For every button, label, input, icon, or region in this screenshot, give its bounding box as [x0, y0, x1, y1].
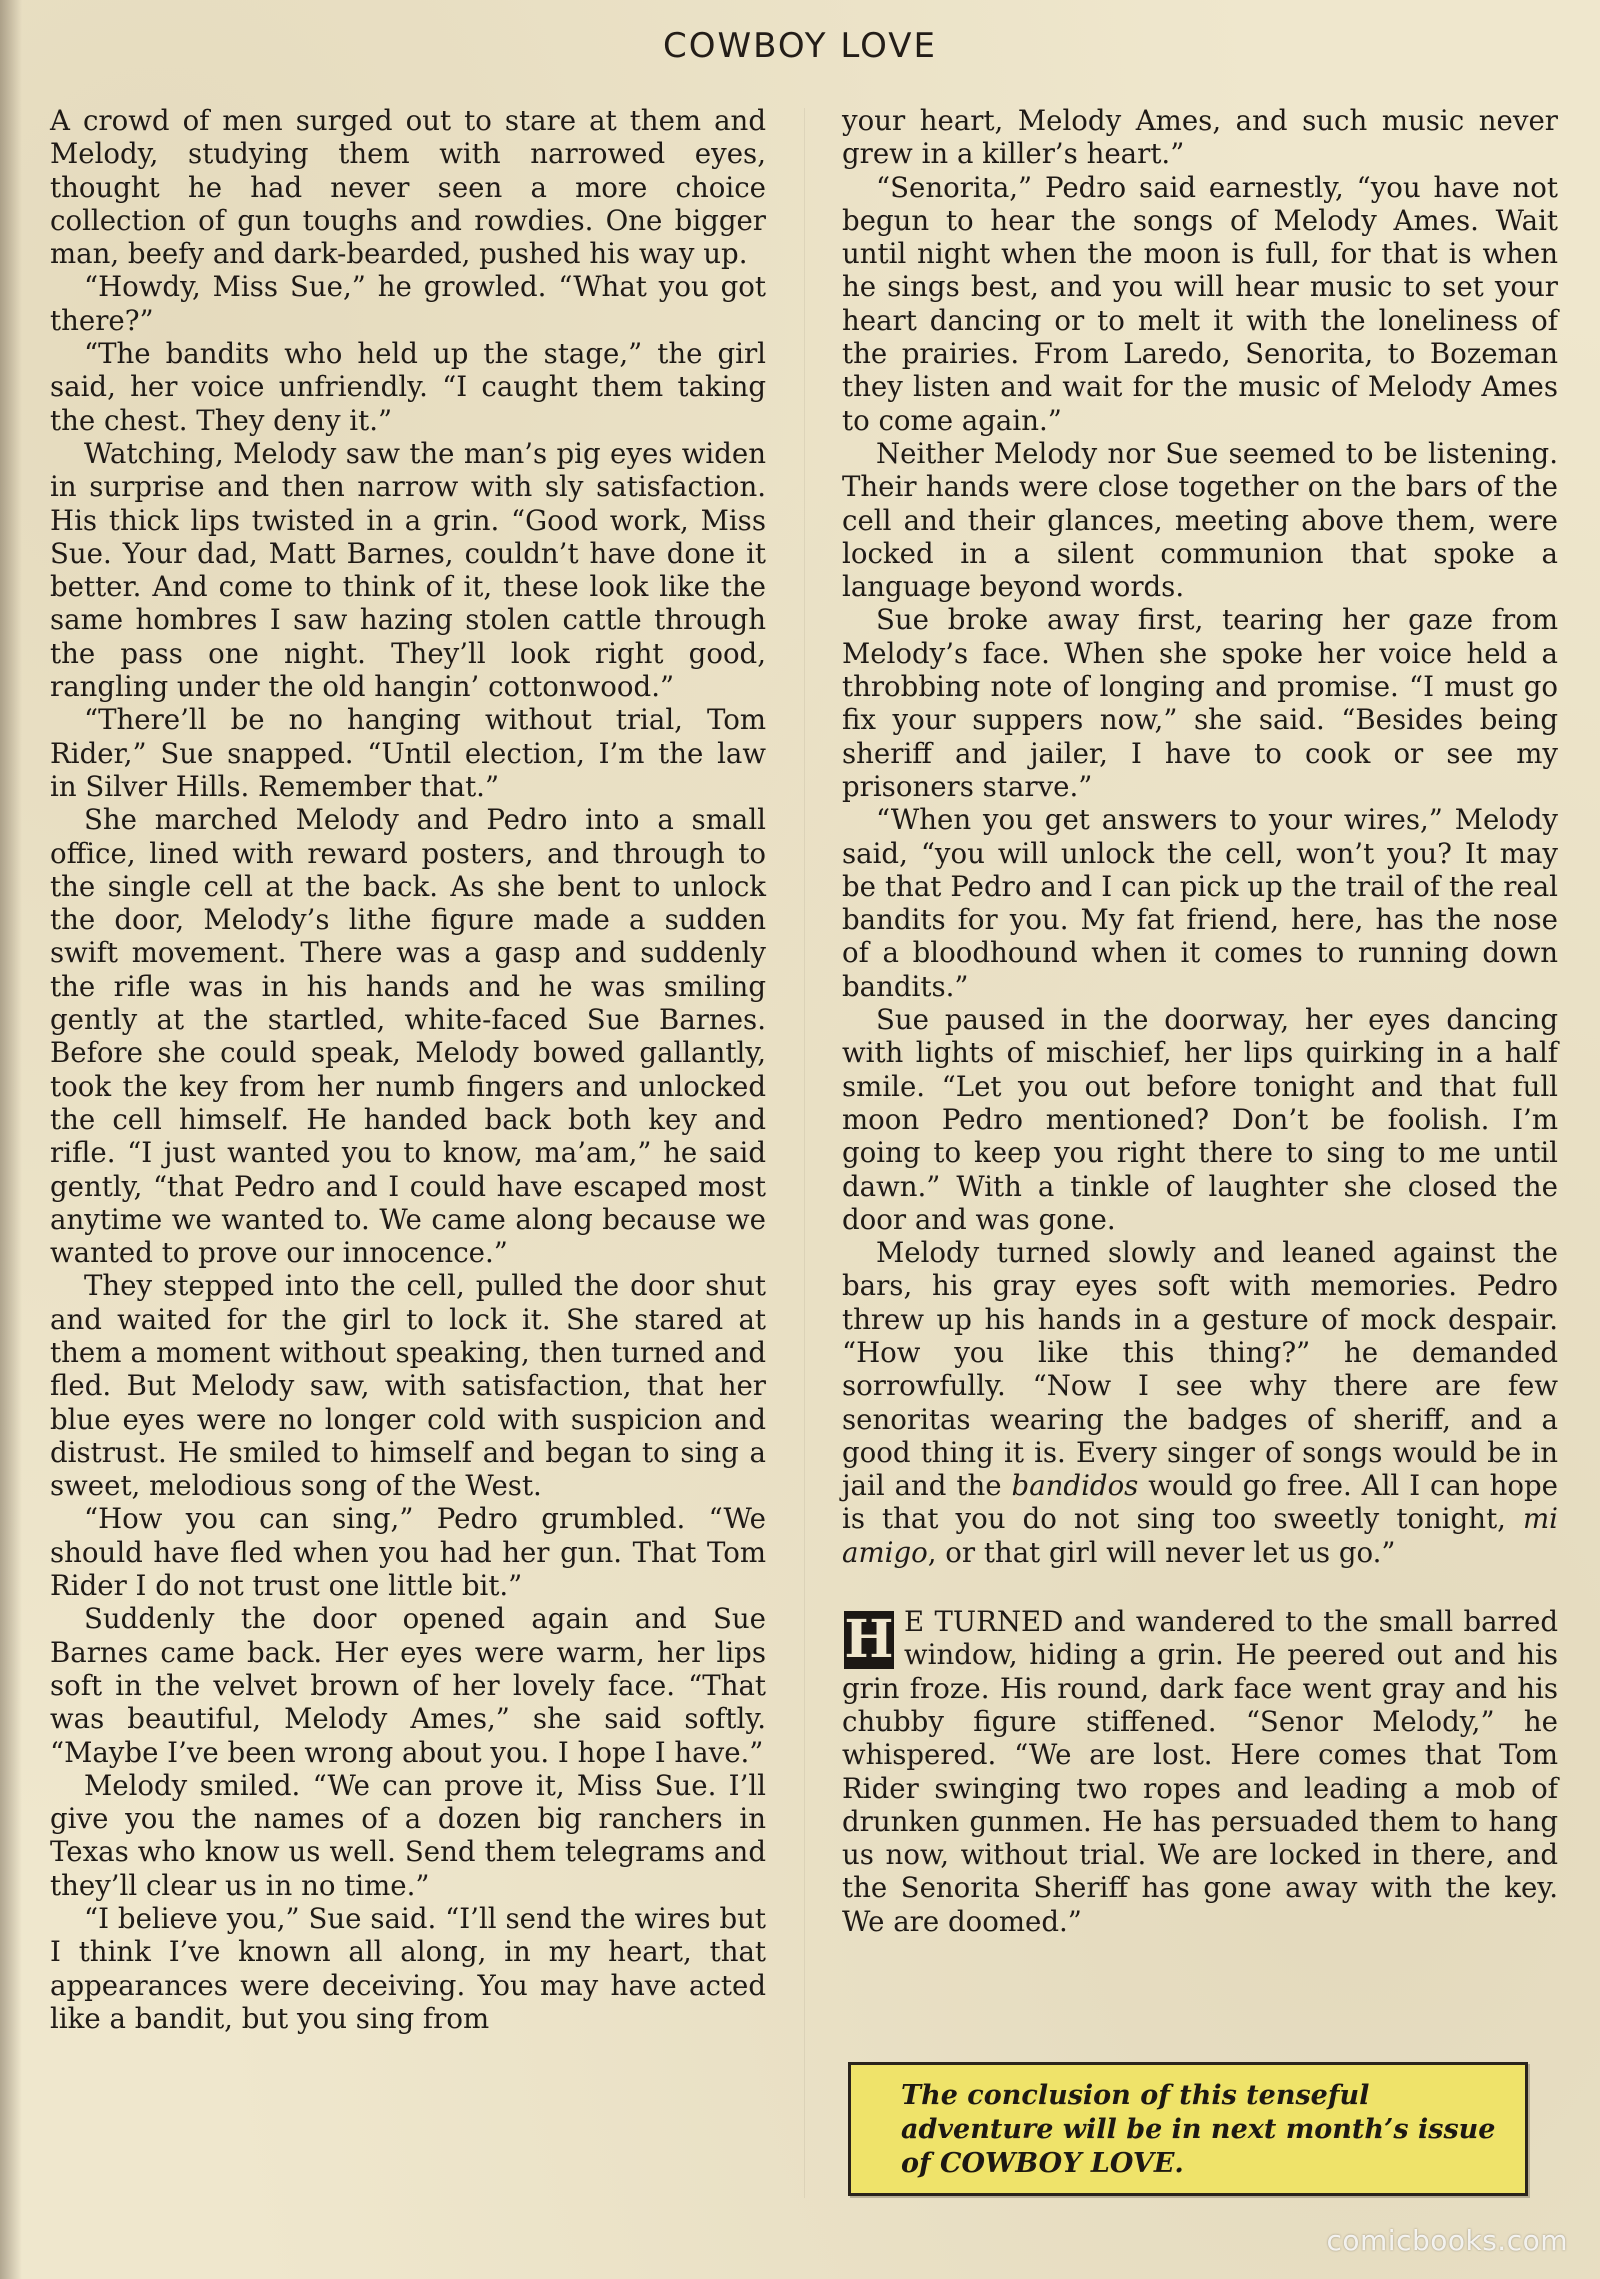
paragraph: A crowd of men surged out to stare at them and Melody, studying them with narrowed eyes, thought he had never seen a more choice collection of gun toughs and rowdies. One bigger man, beefy and dark-bearded, pushed his way up. [50, 104, 766, 271]
paragraph-text: , or that girl will never let us go.” [927, 1535, 1396, 1569]
continued-next-issue-box: The conclusion of this tenseful adventure will be in next month’s issue of COWBOY LOVE. [848, 2062, 1528, 2196]
paragraph: “Howdy, Miss Sue,” he growled. “What you got there?” [50, 270, 766, 337]
paragraph: She marched Melody and Pedro into a small office, lined with reward posters, and through to the single cell at the back. As she bent to unlock the door, Melody’s lithe figure made a sudden swift movement. There was a gasp and suddenly the rifle was in his hands and he was smiling gently at the startled, white-faced Sue Barnes. Before she could speak, Melody bowed gallantly, took the key from her numb fingers and unlocked the cell himself. He handed back both key and rifle. “I just wanted you to know, ma’am,” he said gently, “that Pedro and I could have escaped most anytime we wanted to. We came along because we wanted to prove our innocence.” [50, 803, 766, 1270]
right-text-column [842, 104, 1558, 1938]
paragraph: Sue broke away first, tearing her gaze from Melody’s face. When she spoke her voice held a throbbing note of longing and promise. “I must go fix your suppers now,” she said. “Besides being sheriff and jailer, I have to cook or see my prisoners starve.” [842, 603, 1558, 803]
paragraph: Melody smiled. “We can prove it, Miss Sue. I’ll give you the names of a dozen big ranchers in Texas who know us well. Send them telegrams and they’ll clear us in no time.” [50, 1768, 766, 1902]
paragraph: “When you get answers to your wires,” Melody said, “you will unlock the cell, won’t you? It may be that Pedro and I can pick up the trail of the real bandits for you. My fat friend, here, has the nose of a bloodhound when it comes to running down bandits.” [842, 803, 1558, 1003]
paragraph-text: Melody turned slowly and leaned against the bars, his gray eyes soft with memories. Pedro threw up his hands in a gesture of mock despair. “How you like this thing?” he demanded sorrowfully. “Now I see why there are few senoritas wearing the badges of sheriff, and a good thing it is. Every singer of songs would be in jail and the [842, 1236, 1558, 1503]
running-title: COWBOY LOVE [663, 26, 937, 66]
paragraph: “There’ll be no hanging without trial, Tom Rider,” Sue snapped. “Until election, I’m the law in Silver Hills. Remember that.” [50, 703, 766, 803]
paragraph: your heart, Melody Ames, and such music never grew in a killer’s heart.” [842, 104, 1558, 171]
page-spine-shadow [0, 0, 22, 2279]
site-watermark: comicbooks.com [1326, 2224, 1568, 2257]
paragraph: Suddenly the door opened again and Sue Barnes came back. Her eyes were warm, her lips soft in the velvet brown of her lovely face. “That was beautiful, Melody Ames,” she said softly. “Maybe I’ve been wrong about you. I hope I have.” [50, 1602, 766, 1769]
paragraph [842, 1236, 1558, 1569]
paragraph: Sue paused in the doorway, her eyes dancing with lights of mischief, her lips quirking in a half smile. “Let you out before tonight and that full moon Pedro mentioned? Don’t be foolish. I’m going to keep you right there to sing to me until dawn.” With a tinkle of laughter she closed the door and was gone. [842, 1003, 1558, 1236]
drop-cap: H [844, 1609, 894, 1671]
paragraph: Watching, Melody saw the man’s pig eyes widen in surprise and then narrow with sly satisfaction. His thick lips twisted in a grin. “Good work, Miss Sue. Your dad, Matt Barnes, couldn’t have done it better. And come to think of it, these look like the same hombres I saw hazing stolen cattle through the pass one night. They’ll look right good, rangling under the old hangin’ cottonwood.” [50, 436, 766, 704]
italic-word: bandidos [1011, 1469, 1139, 1503]
paragraph-text: E TURNED and wandered to the small barred window, hiding a grin. He peered out and his grin froze. His round, dark face went gray and his chubby figure stiffened. “Senor Melody,” he whispered. “We are lost. Here comes that Tom Rider swinging two ropes and leading a mob of drunken gunmen. He has persuaded them to hang us now, without trial. We are locked in there, and the Senorita Sheriff has gone away with the key. We are doomed.” [842, 1605, 1558, 1938]
section-opening-paragraph [842, 1605, 1558, 1938]
paragraph: They stepped into the cell, pulled the door shut and waited for the girl to lock it. She stared at them a moment without speaking, then turned and fled. But Melody saw, with satisfaction, that her blue eyes were no longer cold with suspicion and distrust. He smiled to himself and began to sing a sweet, melodious song of the West. [50, 1269, 766, 1503]
italic-word: mi amigo [842, 1502, 1558, 1569]
paragraph-text: would go free. All I can hope is that you do not sing too sweetly tonight, [842, 1469, 1558, 1536]
paragraph: “I believe you,” Sue said. “I’ll send the wires but I think I’ve known all along, in my heart, that appearances were deceiving. You may have acted like a bandit, but you sing from [50, 1902, 766, 2035]
left-text-column [50, 104, 766, 2035]
column-gutter [804, 108, 805, 2198]
paragraph: “Senorita,” Pedro said earnestly, “you have not begun to hear the songs of Melody Ames. Wait until night when the moon is full, for that is when he sings best, and you will hear music to set your heart dancing or to melt it with the loneliness of the prairies. From Laredo, Senorita, to Bozeman they listen and wait for the music of Melody Ames to come again.” [842, 170, 1558, 437]
paragraph: Neither Melody nor Sue seemed to be listening. Their hands were close together on the bars of the cell and their glances, meeting above them, were locked in a silent communion that spoke a language beyond words. [842, 436, 1558, 604]
paragraph: “The bandits who held up the stage,” the girl said, her voice unfriendly. “I caught them taking the chest. They deny it.” [50, 337, 766, 437]
paragraph: “How you can sing,” Pedro grumbled. “We should have fled when you had her gun. That Tom Rider I do not trust one little bit.” [50, 1502, 766, 1603]
